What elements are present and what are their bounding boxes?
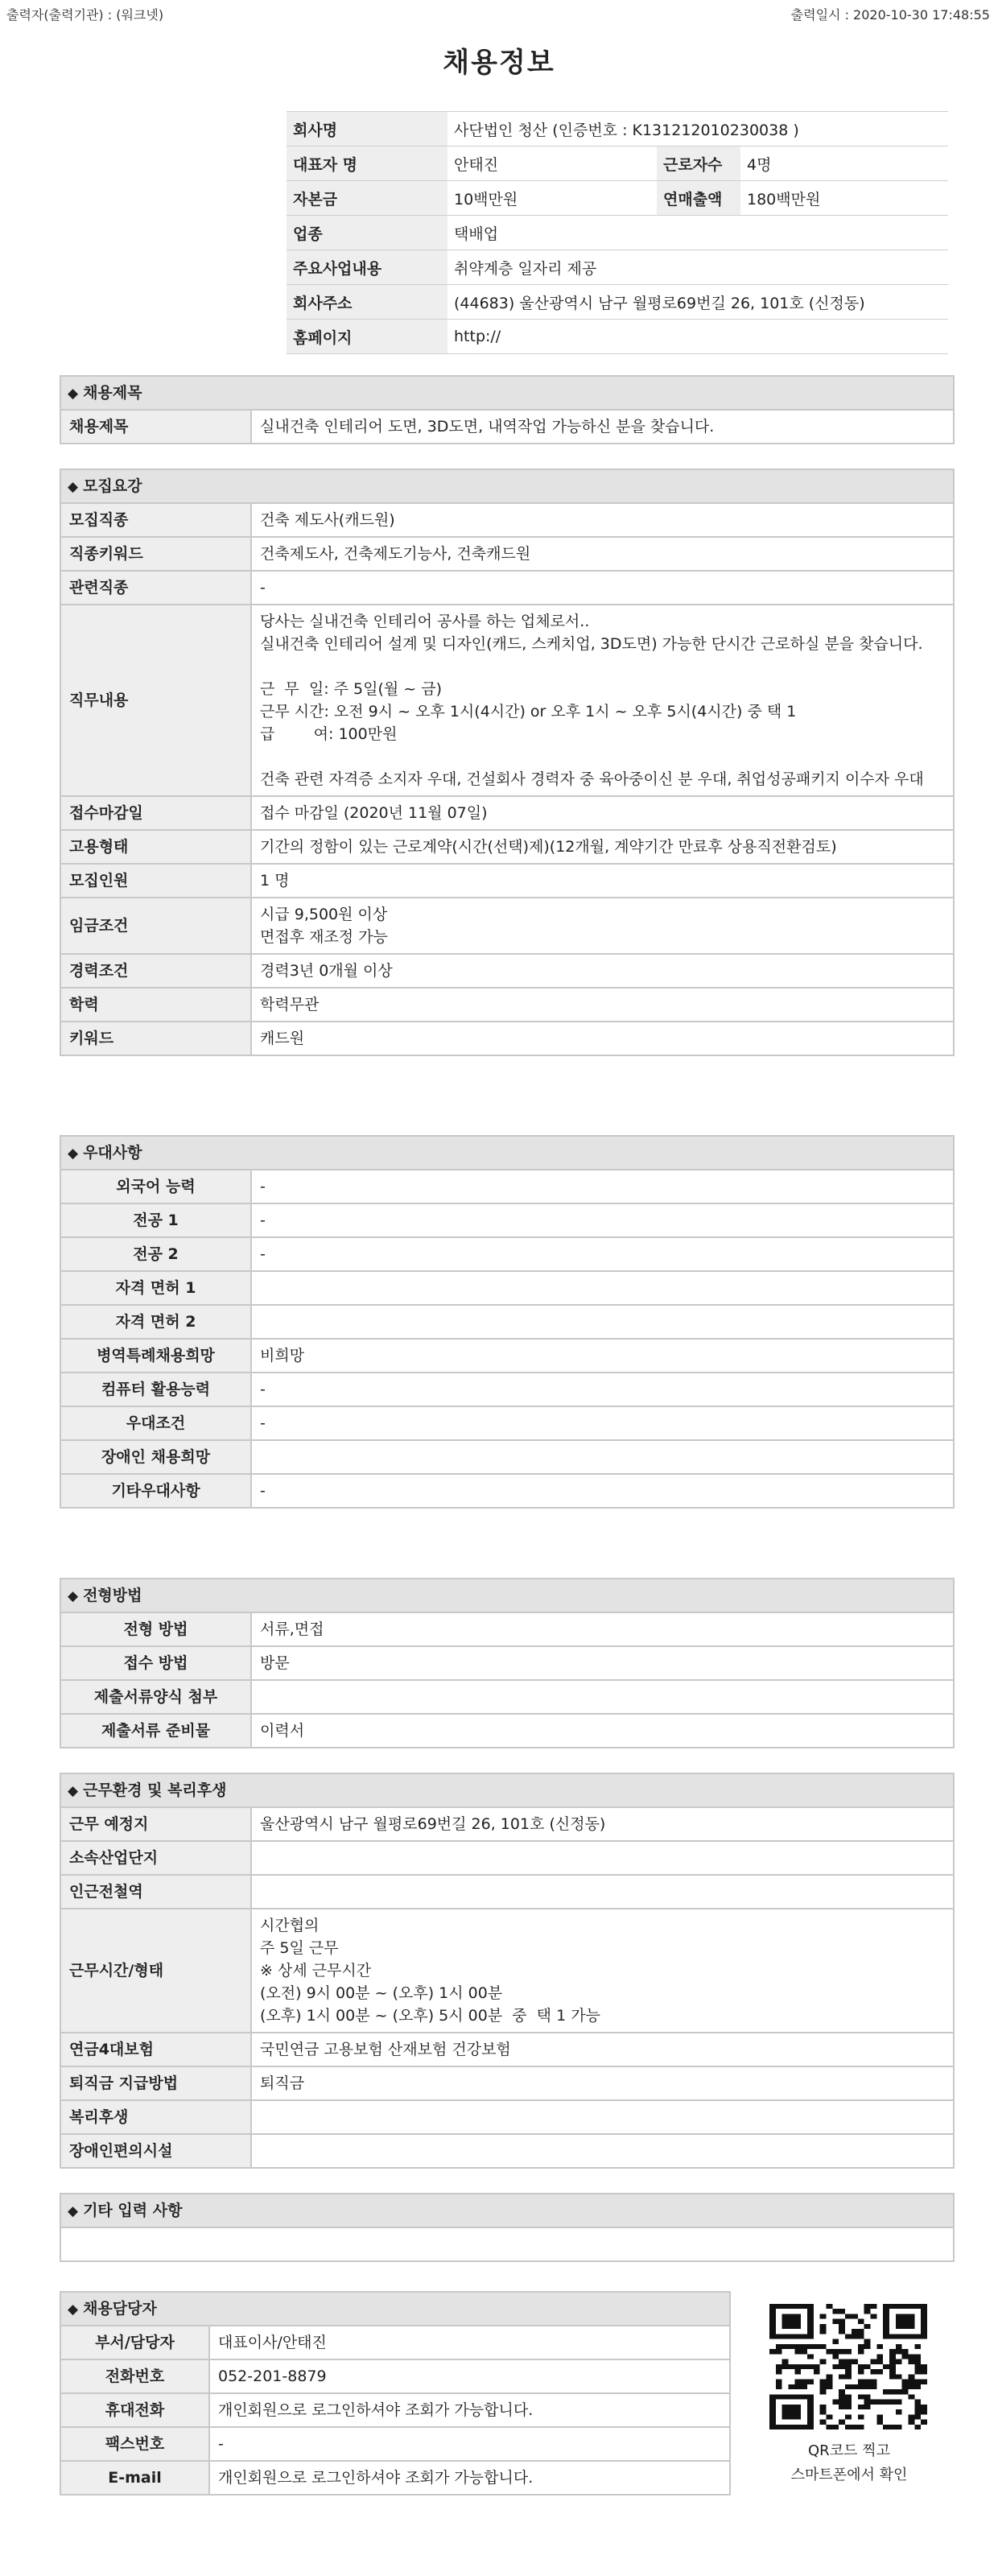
- row-label: 고용형태: [61, 830, 251, 864]
- section-title: 모집요강: [83, 477, 142, 495]
- company-industry-row: [287, 216, 948, 250]
- row-label: 키워드: [61, 1022, 251, 1055]
- row-label: E-mail: [61, 2461, 209, 2494]
- table-row: [61, 988, 953, 1022]
- row-value: [251, 1271, 953, 1305]
- row-label: 모집직종: [61, 504, 251, 537]
- row-value: [251, 1841, 953, 1875]
- table-row: [61, 1373, 953, 1406]
- section-title: 우대사항: [83, 1144, 142, 1162]
- qr-caption-line1: QR코드 찍고: [808, 2442, 890, 2459]
- sales-label: 연매출액: [657, 181, 740, 216]
- table-row: [61, 1170, 953, 1203]
- ceo-label: 대표자 명: [287, 147, 447, 181]
- row-label: 임금조건: [61, 898, 251, 954]
- business-label: 주요사업내용: [287, 250, 447, 285]
- row-value: [251, 1305, 953, 1339]
- diamond-icon: ◆: [68, 1588, 79, 1604]
- row-label: 컴퓨터 활용능력: [61, 1373, 251, 1406]
- address-value: (44683) 울산광역시 남구 월평로69번길 26, 101호 (신정동): [447, 285, 948, 320]
- table-row: [61, 1305, 953, 1339]
- workers-label: 근로자수: [657, 147, 740, 181]
- company-name-row: [287, 112, 948, 147]
- table-row: [61, 1613, 953, 1646]
- requirements-table: [61, 504, 953, 1055]
- table-row: [61, 411, 953, 443]
- row-value: 캐드원: [251, 1022, 953, 1055]
- section-header: [61, 470, 953, 504]
- diamond-icon: ◆: [68, 386, 79, 402]
- row-label: 소속산업단지: [61, 1841, 251, 1875]
- row-label: 제출서류양식 첨부: [61, 1680, 251, 1714]
- table-row: [61, 605, 953, 796]
- table-row: [61, 1203, 953, 1237]
- row-value: 퇴직금: [251, 2066, 953, 2100]
- company-homepage-row: [287, 320, 948, 354]
- section-title: 근무환경 및 복리후생: [83, 1781, 227, 1799]
- address-label: 회사주소: [287, 285, 447, 320]
- table-row: [61, 1714, 953, 1747]
- row-label: 외국어 능력: [61, 1170, 251, 1203]
- row-label: 장애인편의시설: [61, 2134, 251, 2167]
- row-value: 국민연금 고용보험 산재보험 건강보험: [251, 2033, 953, 2066]
- table-row: [61, 571, 953, 605]
- row-value: [251, 1680, 953, 1714]
- table-row: [61, 1841, 953, 1875]
- industry-label: 업종: [287, 216, 447, 250]
- recruit-title-table: [61, 411, 953, 443]
- business-value: 취약계층 일자리 제공: [447, 250, 948, 285]
- table-row: [61, 1271, 953, 1305]
- print-date: 출력일시 : 2020-10-30 17:48:55: [790, 7, 990, 23]
- table-row: [61, 2461, 729, 2494]
- requirements-section: [60, 469, 955, 1056]
- row-label: 제출서류 준비물: [61, 1714, 251, 1747]
- table-row: [61, 1237, 953, 1271]
- preferences-table: [61, 1170, 953, 1507]
- row-label: 근무시간/형태: [61, 1909, 251, 2033]
- table-row: [61, 1909, 953, 2033]
- table-row: [61, 1646, 953, 1680]
- row-value: 1 명: [251, 864, 953, 898]
- table-row: [61, 830, 953, 864]
- row-label: 관련직종: [61, 571, 251, 605]
- table-row: [61, 864, 953, 898]
- row-label: 자격 면허 1: [61, 1271, 251, 1305]
- row-label: 채용제목: [61, 411, 251, 443]
- row-label: 전형 방법: [61, 1613, 251, 1646]
- contact-section: [60, 2291, 731, 2496]
- preferences-section: [60, 1135, 955, 1509]
- row-value: 학력무관: [251, 988, 953, 1022]
- row-label: 근무 예정지: [61, 1808, 251, 1841]
- row-label: 전화번호: [61, 2359, 209, 2393]
- row-label: 자격 면허 2: [61, 1305, 251, 1339]
- table-row: [61, 1339, 953, 1373]
- homepage-label: 홈페이지: [287, 320, 447, 354]
- table-row: [61, 2427, 729, 2461]
- table-row: [61, 898, 953, 954]
- page-title: 채용정보: [443, 47, 555, 79]
- section-title: 기타 입력 사항: [83, 2202, 183, 2219]
- row-label: 학력: [61, 988, 251, 1022]
- row-label: 직종키워드: [61, 537, 251, 571]
- table-row: [61, 796, 953, 830]
- table-row: [61, 1808, 953, 1841]
- row-label: 부서/담당자: [61, 2326, 209, 2359]
- table-row: [61, 504, 953, 537]
- row-value: 시간협의 주 5일 근무 ※ 상세 근무시간 (오전) 9시 00분 ~ (오후) 1시 00분 (오후) 1시 00분 ~ (오후) 5시 00분 중 택 1 가능: [251, 1909, 953, 2033]
- table-row: [61, 2359, 729, 2393]
- row-label: 전공 2: [61, 1237, 251, 1271]
- row-label: 연금4대보험: [61, 2033, 251, 2066]
- row-value: 접수 마감일 (2020년 11월 07일): [251, 796, 953, 830]
- section-title: 전형방법: [83, 1587, 142, 1604]
- table-row: [61, 537, 953, 571]
- diamond-icon: ◆: [68, 2203, 79, 2219]
- row-value: 경력3년 0개월 이상: [251, 954, 953, 988]
- other-section: [60, 2193, 955, 2262]
- row-label: 접수마감일: [61, 796, 251, 830]
- section-header: [61, 377, 953, 411]
- table-row: [61, 2326, 729, 2359]
- contact-table: [61, 2326, 729, 2494]
- row-value: 당사는 실내건축 인테리어 공사를 하는 업체로서.. 실내건축 인테리어 설계 및 디자인(캐드, 스케치업, 3D도면) 가능한 단시간 근로하실 분을 찾습니다. 근 무 일: 주 5일(월 ~ 금) 근무 시간: 오전 9시 ~ 오후 1시(4시간) or 오후 1시 ~ 오후 5시(4시간) 중 택 1 급 여: 100만원 건축 관련 자격증 소지자 우대, 건설회사 경력자 중 육아중이신 분 우대, 취업성공패키지 이수자 우대: [251, 605, 953, 796]
- table-row: [61, 2134, 953, 2167]
- selection-section: [60, 1578, 955, 1748]
- row-value: 울산광역시 남구 월평로69번길 26, 101호 (신정동): [251, 1808, 953, 1841]
- row-label: 우대조건: [61, 1406, 251, 1440]
- table-row: [61, 1406, 953, 1440]
- company-capital-row: [287, 181, 948, 216]
- industry-value: 택배업: [447, 216, 948, 250]
- row-value: 건축 제도사(캐드원): [251, 504, 953, 537]
- qr-code-icon: [769, 2304, 927, 2429]
- section-title: 채용제목: [83, 384, 142, 402]
- section-header: [61, 2194, 953, 2228]
- row-value: 개인회원으로 로그인하셔야 조회가 가능합니다.: [209, 2461, 729, 2494]
- table-row: [61, 1474, 953, 1507]
- company-name: 사단법인 청산 (인증번호 : K131212010230038 ): [447, 112, 948, 147]
- printer-info: 출력자(출력기관) : (워크넷): [6, 7, 164, 23]
- row-value: [251, 1440, 953, 1474]
- table-row: [61, 1440, 953, 1474]
- row-value: 기간의 정함이 있는 근로계약(시간(선택)제)(12개월, 계약기간 만료후 상용직전환검토): [251, 830, 953, 864]
- row-label: 장애인 채용희망: [61, 1440, 251, 1474]
- row-value: -: [251, 1237, 953, 1271]
- row-label: 인근전철역: [61, 1875, 251, 1909]
- row-value: 방문: [251, 1646, 953, 1680]
- section-header: [61, 1774, 953, 1808]
- row-value: -: [209, 2427, 729, 2461]
- row-label: 모집인원: [61, 864, 251, 898]
- section-header: [61, 2293, 729, 2326]
- table-row: [61, 2066, 953, 2100]
- section-header: [61, 1579, 953, 1613]
- capital-label: 자본금: [287, 181, 447, 216]
- company-business-row: [287, 250, 948, 285]
- table-row: [61, 2393, 729, 2427]
- row-value: [251, 2100, 953, 2134]
- company-ceo-row: [287, 147, 948, 181]
- table-row: [61, 2100, 953, 2134]
- company-info-table: [287, 111, 948, 354]
- row-label: 접수 방법: [61, 1646, 251, 1680]
- row-value: 서류,면접: [251, 1613, 953, 1646]
- row-value: 비희망: [251, 1339, 953, 1373]
- table-row: [61, 2033, 953, 2066]
- row-value: 실내건축 인테리어 도면, 3D도면, 내역작업 가능하신 분을 찾습니다.: [251, 411, 953, 443]
- company-address-row: [287, 285, 948, 320]
- table-row: [61, 954, 953, 988]
- row-label: 복리후생: [61, 2100, 251, 2134]
- homepage-link[interactable]: http://: [447, 320, 948, 354]
- row-value: [251, 1875, 953, 1909]
- row-value: -: [251, 1406, 953, 1440]
- row-value: 이력서: [251, 1714, 953, 1747]
- section-title: 채용담당자: [83, 2300, 157, 2318]
- recruit-title-section: [60, 375, 955, 444]
- row-value: -: [251, 1170, 953, 1203]
- capital-value: 10백만원: [447, 181, 657, 216]
- row-label: 팩스번호: [61, 2427, 209, 2461]
- row-value: -: [251, 1203, 953, 1237]
- row-label: 경력조건: [61, 954, 251, 988]
- row-value: 052-201-8879: [209, 2359, 729, 2393]
- diamond-icon: ◆: [68, 479, 79, 495]
- diamond-icon: ◆: [68, 1783, 79, 1799]
- table-row: [61, 1875, 953, 1909]
- environment-section: [60, 1773, 955, 2169]
- row-value: 개인회원으로 로그인하셔야 조회가 가능합니다.: [209, 2393, 729, 2427]
- qr-caption-line2: 스마트폰에서 확인: [790, 2467, 908, 2483]
- row-label: 전공 1: [61, 1203, 251, 1237]
- other-content: [61, 2228, 953, 2260]
- section-header: [61, 1137, 953, 1170]
- row-value: 시급 9,500원 이상 면접후 재조정 가능: [251, 898, 953, 954]
- row-label: 기타우대사항: [61, 1474, 251, 1507]
- row-value: -: [251, 1474, 953, 1507]
- row-value: [251, 2134, 953, 2167]
- row-value: 건축제도사, 건축제도기능사, 건축캐드원: [251, 537, 953, 571]
- diamond-icon: ◆: [68, 2301, 79, 2318]
- row-label: 휴대전화: [61, 2393, 209, 2427]
- row-value: -: [251, 571, 953, 605]
- row-value: -: [251, 1373, 953, 1406]
- table-row: [61, 1680, 953, 1714]
- row-label: 직무내용: [61, 605, 251, 796]
- row-label: 퇴직금 지급방법: [61, 2066, 251, 2100]
- environment-table: [61, 1808, 953, 2167]
- ceo-value: 안태진: [447, 147, 657, 181]
- diamond-icon: ◆: [68, 1146, 79, 1162]
- row-label: 병역특례채용희망: [61, 1339, 251, 1373]
- workers-value: 4명: [740, 147, 948, 181]
- table-row: [61, 1022, 953, 1055]
- company-name-label: 회사명: [287, 112, 447, 147]
- qr-caption: [748, 2439, 950, 2487]
- selection-table: [61, 1613, 953, 1747]
- sales-value: 180백만원: [740, 181, 948, 216]
- row-value: 대표이사/안태진: [209, 2326, 729, 2359]
